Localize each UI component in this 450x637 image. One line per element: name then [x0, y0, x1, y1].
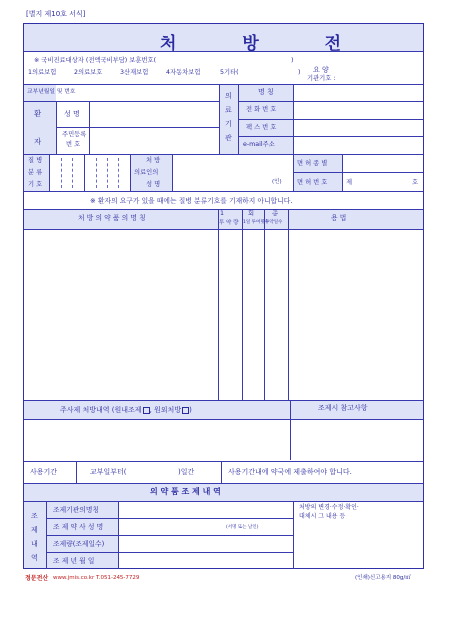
footer-info: www.jmis.co.kr T.051-245-7729 [53, 575, 140, 581]
dispense-title: 의 약 품 조 제 내 역 [150, 487, 221, 496]
rrn-label: 주민등록 [62, 131, 87, 138]
institution-code-label: 기관기호 : [307, 75, 336, 82]
option-auto-insurance[interactable]: 4자동차보험 [166, 69, 201, 76]
option-medical-insurance[interactable]: 1의료보험 [28, 69, 57, 76]
usage-area[interactable] [289, 230, 422, 399]
institution-name-label: 명 칭 [258, 88, 274, 96]
fax-label: 팩 스 번 호 [246, 124, 277, 131]
option-industrial-accident[interactable]: 3산재보험 [120, 69, 149, 76]
sign-label: (서명 또는 날인) [226, 525, 259, 530]
days-header: 투약일수 [265, 220, 283, 225]
issue-date-label: 교부년월일 및 번호 [27, 89, 76, 95]
pharmacist-field[interactable] [119, 519, 219, 534]
drug-name-header: 처 방 의 약 품 의 명 칭 [78, 214, 146, 222]
email-label: e-mail주소 [243, 141, 275, 148]
amount-label: 조제량(조제일수) [53, 540, 105, 548]
rrn-field[interactable] [90, 128, 218, 153]
injection-header: 주사제 처방내역 (원내조제 , 원외처방 ) [60, 406, 192, 414]
times-header: 1일 투여횟수 [243, 220, 270, 225]
pharmacist-label: 조 제 약 사 성 명 [53, 523, 104, 531]
dispense-inst-label: 조제기관의명칭 [53, 506, 99, 514]
footer-paper-note: (인쇄)신고용지 80g/㎡ [355, 575, 411, 581]
footer-brand: 정문전산 [25, 575, 49, 582]
notice-text: ※ 환자의 요구가 있을 때에는 질병 분류기호를 기재하지 아니합니다. [90, 197, 293, 205]
usage-header: 용 법 [331, 214, 347, 222]
dispense-date-field[interactable] [119, 553, 292, 568]
phone-label: 전 화 번 호 [246, 106, 277, 113]
period-note: 사용기간내에 약국에 제출하여야 합니다. [228, 468, 352, 476]
period-label: 사용기간 [30, 468, 58, 476]
license-number-label: 면 허 번 호 [297, 179, 328, 186]
pharm-notes-area[interactable] [291, 420, 422, 460]
dose-header: 투 약 량 [219, 220, 239, 226]
drug-list-area[interactable] [25, 230, 217, 399]
pharm-notes-header: 조제시 참고사항 [318, 404, 368, 412]
page-title: 처 방 전 [160, 34, 372, 54]
email-field[interactable] [294, 137, 422, 153]
dispense-inst-field[interactable] [119, 502, 292, 517]
dispense-date-label: 조 제 년 월 일 [53, 557, 95, 565]
injection-area[interactable] [25, 420, 289, 460]
yoyang-label: 요 양 [313, 66, 329, 74]
change-note-field[interactable] [294, 524, 422, 568]
patient-name-label: 성 명 [64, 110, 80, 118]
change-note: 처방의 변경·수정·확인· [299, 504, 359, 511]
institution-name-field[interactable] [294, 85, 422, 100]
patient-name-field[interactable] [90, 102, 218, 126]
option-other[interactable]: 5기타( [220, 69, 239, 76]
form-label: [별지 제10호 서식] [26, 10, 86, 18]
seal-label: (인) [272, 179, 282, 185]
period-days-field[interactable] [133, 465, 175, 479]
insurance-line: ※ 국비진료대상자 (전액국비부담) 보훈번호( [34, 57, 157, 64]
option-medical-aid[interactable]: 2의료보호 [74, 69, 103, 76]
phone-field[interactable] [294, 102, 422, 118]
in-house-checkbox[interactable] [143, 407, 150, 414]
amount-field[interactable] [119, 536, 292, 551]
fax-field[interactable] [294, 120, 422, 135]
license-type-label: 면 허 종 별 [297, 160, 328, 167]
